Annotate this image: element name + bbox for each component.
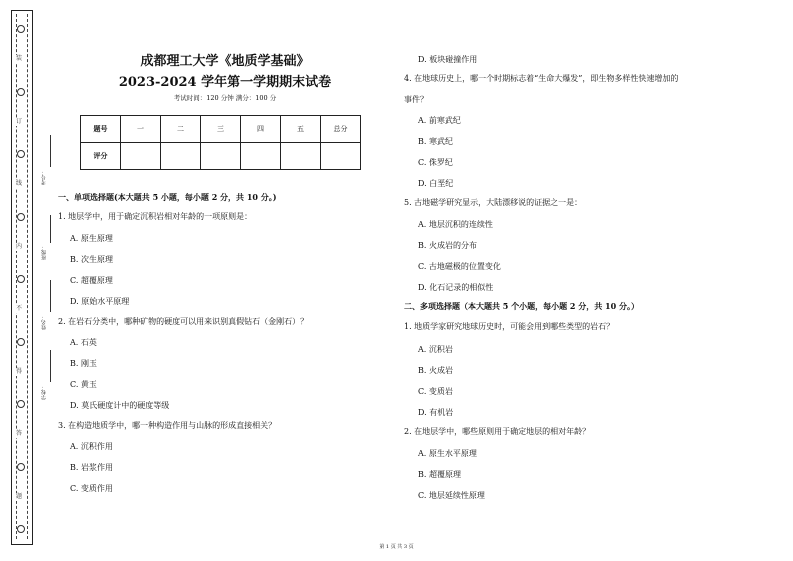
field-exam-number-line — [50, 135, 51, 167]
option: B. 寒武纪 — [418, 137, 453, 146]
field-school: 学校： — [41, 385, 47, 400]
question-text: 事件？ — [404, 95, 428, 104]
option: B. 次生原理 — [70, 255, 113, 264]
score-cell — [281, 143, 321, 170]
option: D. 原始水平原理 — [70, 297, 130, 306]
option: A. 地层沉积的连续性 — [418, 220, 493, 229]
binding-mark: 答 — [16, 430, 23, 438]
exam-subtitle: 2023-2024 学年第一学期期末试卷 — [118, 75, 332, 90]
option: C. 古地磁极的位置变化 — [418, 262, 501, 271]
option: C. 变质岩 — [418, 387, 453, 396]
binding-hole-icon — [17, 463, 25, 471]
field-class: 班级： — [41, 245, 47, 260]
score-header-cell: 二 — [161, 116, 201, 143]
option: C. 黄玉 — [70, 380, 97, 389]
option: B. 超覆原理 — [418, 470, 461, 479]
binding-mark: 题 — [16, 492, 23, 500]
option: D. 莫氏硬度计中的硬度等级 — [70, 401, 170, 410]
binding-mark: 得 — [16, 367, 23, 375]
exam-info: 考试时间：120 分钟 满分：100 分 — [173, 94, 277, 102]
score-header-row — [81, 116, 361, 143]
option: A. 沉积作用 — [70, 442, 113, 451]
question-text: 2. 在岩石分类中，哪种矿物的硬度可以用来识别真假钻石（金刚石）？ — [58, 317, 309, 326]
question-text: 2. 在地层学中，哪些原则用于确定地层的相对年龄？ — [404, 427, 591, 436]
question-text: 1. 地质学家研究地球历史时，可能会用到哪些类型的岩石？ — [404, 322, 615, 331]
option: D. 有机岩 — [418, 408, 454, 417]
exam-title: 成都理工大学《地质学基础》 — [140, 54, 310, 69]
question-text: 3. 在构造地质学中，哪一种构造作用与山脉的形成直接相关？ — [58, 421, 277, 430]
score-header-cell: 四 — [241, 116, 281, 143]
binding-mark: 订 — [16, 117, 23, 125]
binding-strip — [6, 10, 50, 545]
option: A. 石英 — [70, 338, 97, 347]
binding-hole-icon — [17, 338, 25, 346]
option: C. 侏罗纪 — [418, 158, 453, 167]
page-footer: 第 1 页 共 3 页 — [379, 544, 414, 550]
option: B. 岩浆作用 — [70, 463, 113, 472]
option: A. 原生水平原理 — [418, 449, 477, 458]
binding-hole-icon — [17, 150, 25, 158]
score-cell — [121, 143, 161, 170]
option: D. 白垩纪 — [418, 179, 454, 188]
option: B. 火成岩 — [418, 366, 453, 375]
section2-heading: 二、多项选择题（本大题共 5 个小题，每小题 2 分，共 10 分。） — [404, 301, 639, 311]
score-cell — [161, 143, 201, 170]
question-text: 1. 地层学中，用于确定沉积岩相对年龄的一项原则是： — [58, 212, 253, 221]
score-header-cell: 题号 — [81, 116, 121, 143]
field-exam-number: 考号： — [41, 170, 47, 185]
score-cell — [241, 143, 281, 170]
binding-hole-icon — [17, 400, 25, 408]
option: D. 板块碰撞作用 — [418, 55, 478, 64]
score-row-label: 评分 — [81, 143, 121, 170]
option: D. 化石记录的相似性 — [418, 283, 494, 292]
score-row — [81, 143, 361, 170]
binding-mark: 不 — [16, 305, 23, 313]
binding-hole-icon — [17, 25, 25, 33]
binding-hole-icon — [17, 88, 25, 96]
section1-heading: 一、单项选择题(本大题共 5 小题，每小题 2 分，共 10 分。) — [58, 192, 277, 202]
option: A. 原生原理 — [70, 234, 113, 243]
score-table — [80, 115, 361, 170]
binding-mark: 线 — [16, 180, 23, 188]
question-text: 5. 古地磁学研究显示，大陆漂移说的证据之一是： — [404, 198, 583, 207]
option: C. 地层延续性原理 — [418, 491, 485, 500]
score-header-cell: 一 — [121, 116, 161, 143]
binding-hole-icon — [17, 213, 25, 221]
score-header-cell: 总分 — [321, 116, 361, 143]
binding-hole-icon — [17, 525, 25, 533]
binding-mark: 装 — [16, 55, 23, 63]
option: A. 前寒武纪 — [418, 116, 461, 125]
binding-hole-icon — [17, 275, 25, 283]
option: B. 刚玉 — [70, 359, 97, 368]
score-header-cell: 五 — [281, 116, 321, 143]
field-class-line — [50, 215, 51, 243]
option: B. 火成岩的分布 — [418, 241, 477, 250]
score-cell — [201, 143, 241, 170]
score-cell — [321, 143, 361, 170]
option: C. 超覆原理 — [70, 276, 113, 285]
option: A. 沉积岩 — [418, 345, 453, 354]
field-name-line — [50, 280, 51, 312]
binding-mark: 内 — [16, 242, 23, 250]
field-name: 姓名： — [41, 315, 47, 330]
field-school-line — [50, 350, 51, 382]
score-header-cell: 三 — [201, 116, 241, 143]
question-text: 4. 在地球历史上，哪一个时期标志着“生命大爆发”，即生物多样性快速增加的 — [404, 74, 679, 83]
option: C. 变质作用 — [70, 484, 113, 493]
